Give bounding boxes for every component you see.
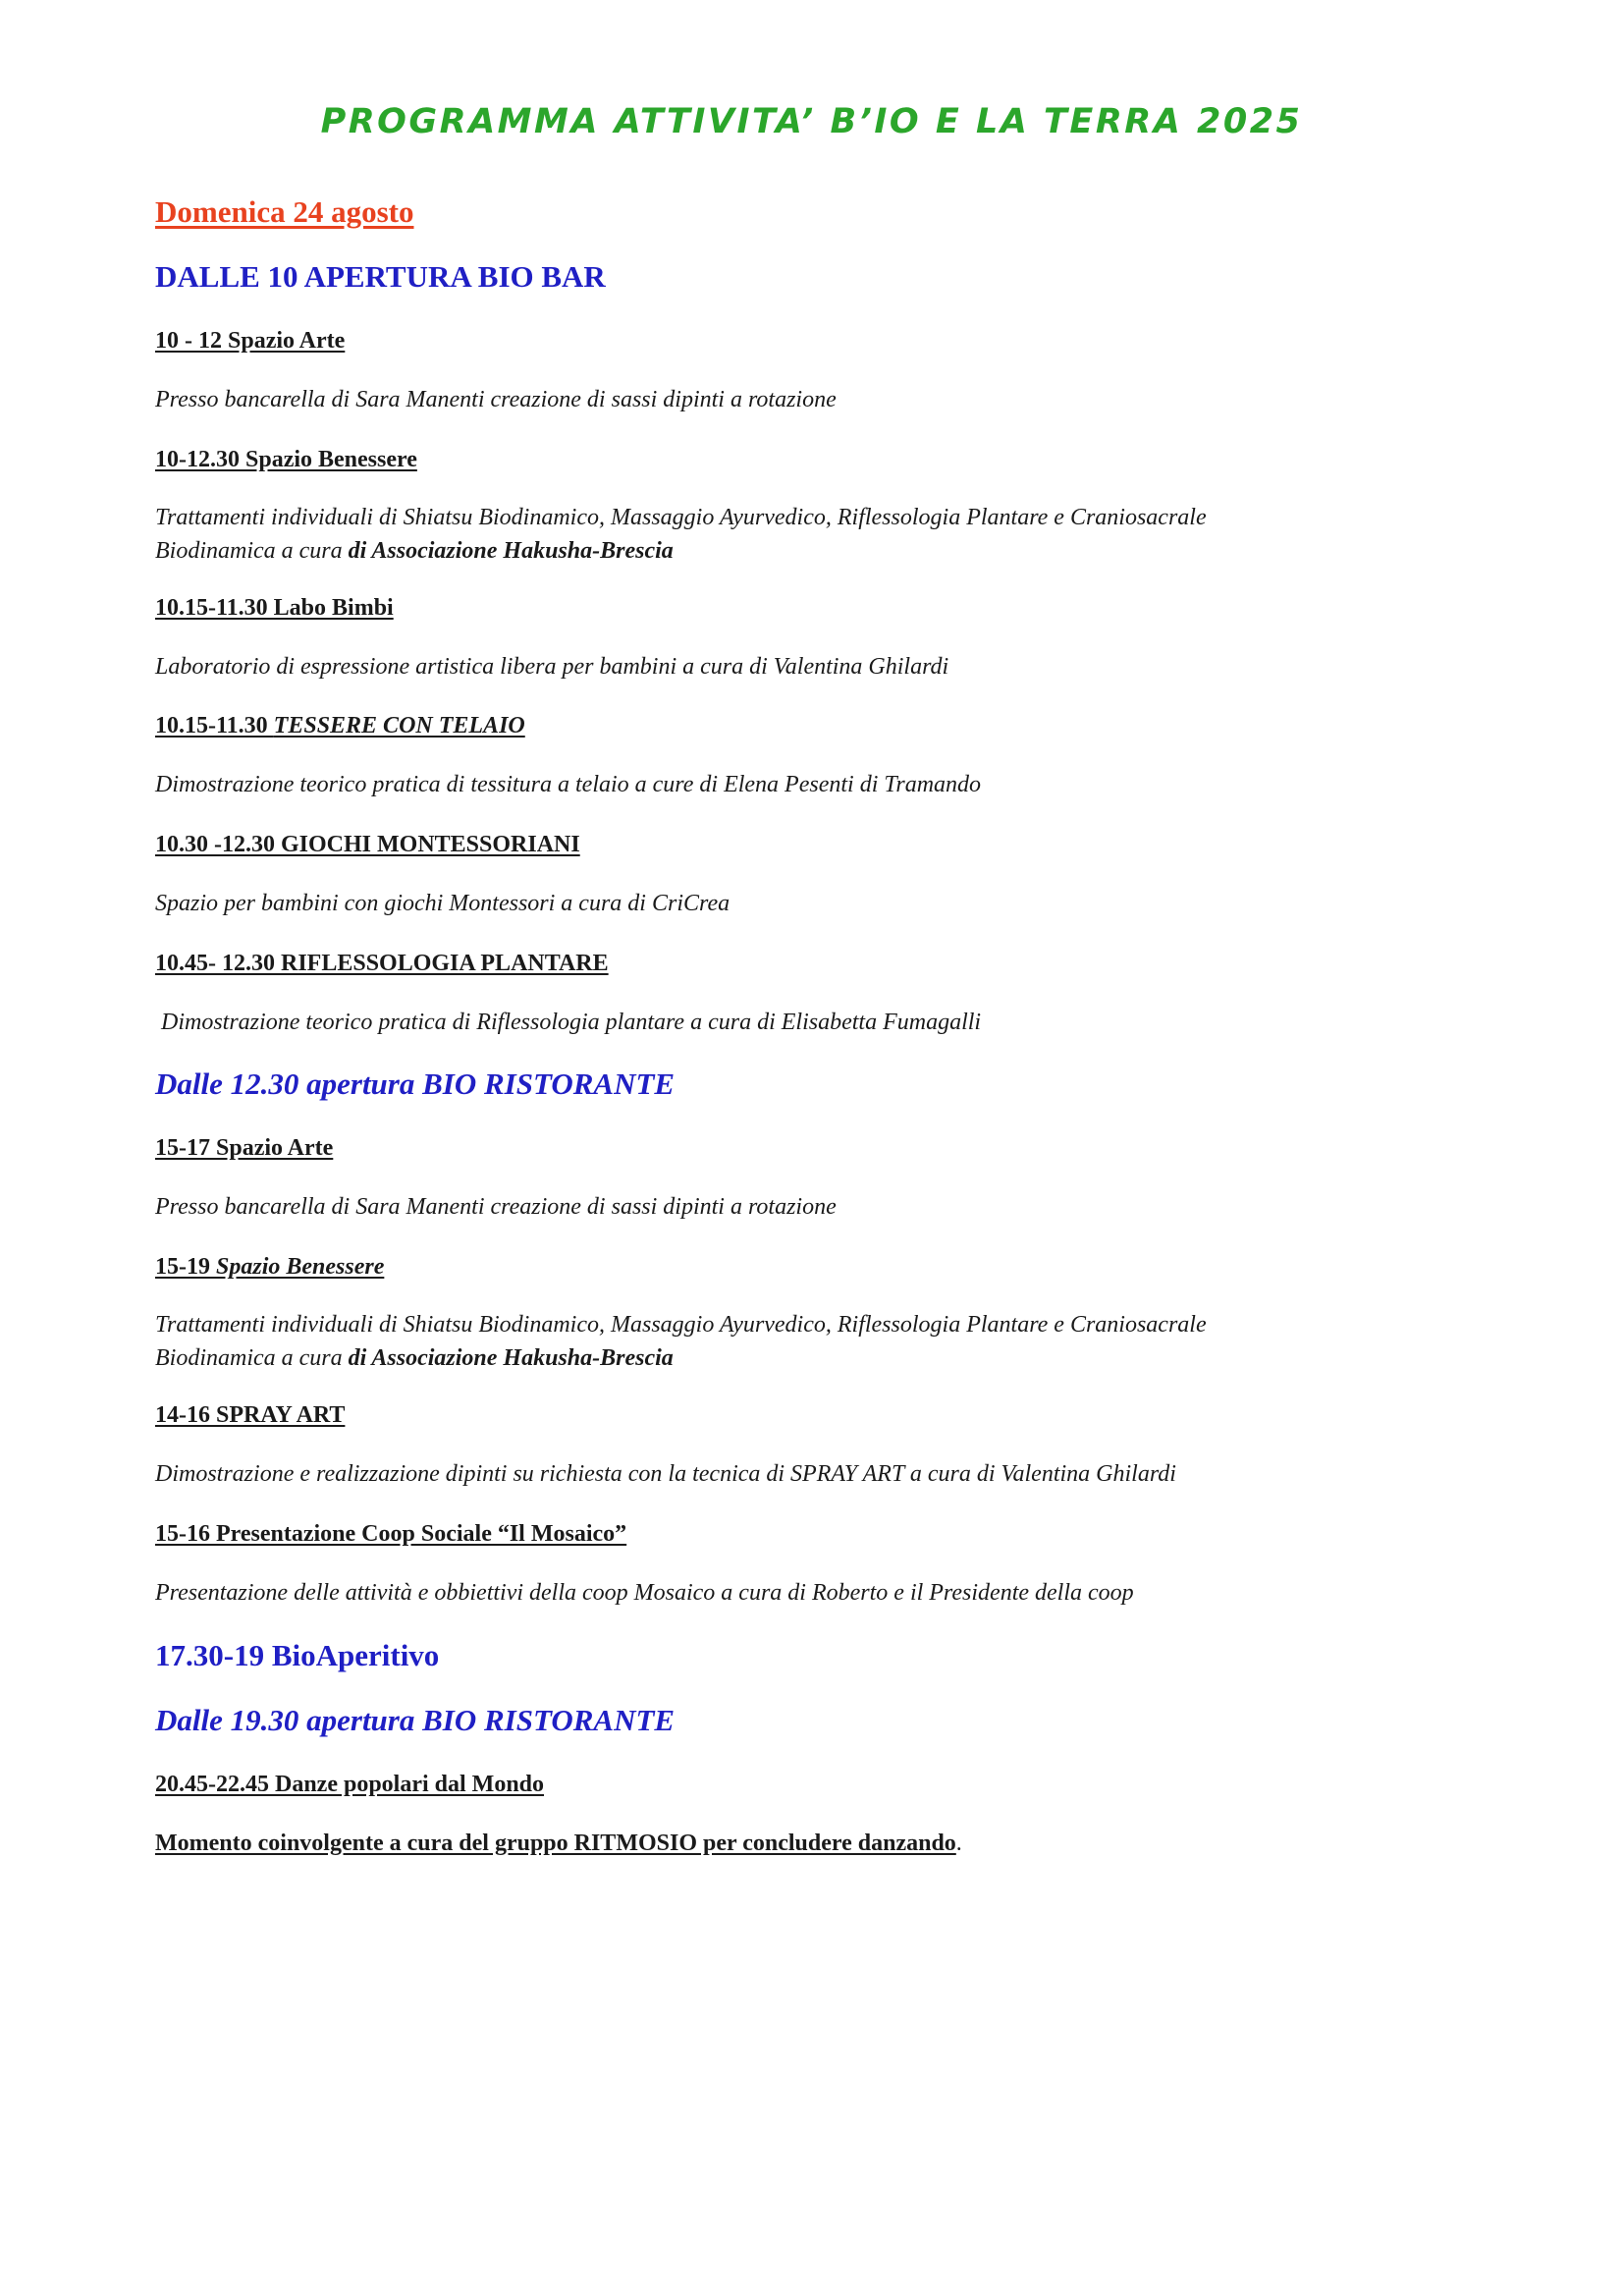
description-line: Biodinamica a cura di Associazione Hakusha-Brescia — [155, 1345, 674, 1371]
slot-heading-tessere-con-telaio: 10.15-11.30 TESSERE CON TELAIO — [155, 713, 525, 738]
slot-description: Presentazione delle attività e obbiettivi della coop Mosaico a cura di Roberto e il Presidente della coop — [155, 1580, 1134, 1606]
description-line: Trattamenti individuali di Shiatsu Biodinamico, Massaggio Ayurvedico, Riflessologia Plantare e Craniosacrale — [155, 505, 1207, 530]
day-heading: Domenica 24 agosto — [155, 194, 414, 229]
evening-description: Momento coinvolgente a cura del gruppo RITMOSIO per concludere danzando. — [155, 1831, 962, 1856]
slot-heading-spazio-benessere-morning: 10-12.30 Spazio Benessere — [155, 447, 417, 472]
slot-heading-spray-art: 14-16 SPRAY ART — [155, 1402, 346, 1428]
slot-description: Presso bancarella di Sara Manenti creazione di sassi dipinti a rotazione — [155, 1194, 837, 1220]
slot-heading-spazio-arte-morning: 10 - 12 Spazio Arte — [155, 328, 346, 354]
slot-heading-presentazione-coop: 15-16 Presentazione Coop Sociale “Il Mosaico” — [155, 1521, 627, 1547]
slot-heading-spazio-arte-afternoon: 15-17 Spazio Arte — [155, 1135, 334, 1161]
lunch-restaurant-opening-heading: Dalle 12.30 apertura BIO RISTORANTE — [155, 1066, 676, 1101]
slot-heading-danze-popolari: 20.45-22.45 Danze popolari dal Mondo — [155, 1772, 545, 1797]
association-name: di Associazione Hakusha-Brescia — [348, 1345, 674, 1371]
slot-heading-spazio-benessere-afternoon: 15-19 Spazio Benessere — [155, 1254, 385, 1280]
slot-heading-giochi-montessoriani: 10.30 -12.30 GIOCHI MONTESSORIANI — [155, 832, 580, 857]
slot-heading-riflessologia-plantare: 10.45- 12.30 RIFLESSOLOGIA PLANTARE — [155, 951, 609, 976]
slot-description — [155, 501, 1207, 568]
page-title: PROGRAMMA ATTIVITA’ B’IO E LA TERRA 2025 — [320, 102, 1303, 141]
slot-heading-labo-bimbi: 10.15-11.30 Labo Bimbi — [155, 595, 394, 621]
aperitivo-heading: 17.30-19 BioAperitivo — [155, 1638, 440, 1672]
slot-description: Presso bancarella di Sara Manenti creazione di sassi dipinti a rotazione — [155, 387, 837, 412]
slot-description: Dimostrazione teorico pratica di Riflessologia plantare a cura di Elisabetta Fumagalli — [155, 1010, 982, 1035]
association-name: di Associazione Hakusha-Brescia — [348, 538, 674, 564]
slot-description — [155, 1308, 1207, 1375]
slot-description: Dimostrazione teorico pratica di tessitura a telaio a cure di Elena Pesenti di Tramando — [155, 772, 982, 797]
dinner-restaurant-opening-heading: Dalle 19.30 apertura BIO RISTORANTE — [155, 1703, 676, 1737]
description-line: Trattamenti individuali di Shiatsu Biodinamico, Massaggio Ayurvedico, Riflessologia Plantare e Craniosacrale — [155, 1312, 1207, 1338]
bio-bar-opening-heading: DALLE 10 APERTURA BIO BAR — [155, 259, 606, 294]
slot-description: Spazio per bambini con giochi Montessori a cura di CriCrea — [155, 891, 730, 916]
description-line: Biodinamica a cura di Associazione Hakusha-Brescia — [155, 538, 674, 564]
slot-description: Laboratorio di espressione artistica libera per bambini a cura di Valentina Ghilardi — [155, 654, 949, 680]
slot-description: Dimostrazione e realizzazione dipinti su richiesta con la tecnica di SPRAY ART a cura di Valentina Ghilardi — [155, 1461, 1176, 1487]
